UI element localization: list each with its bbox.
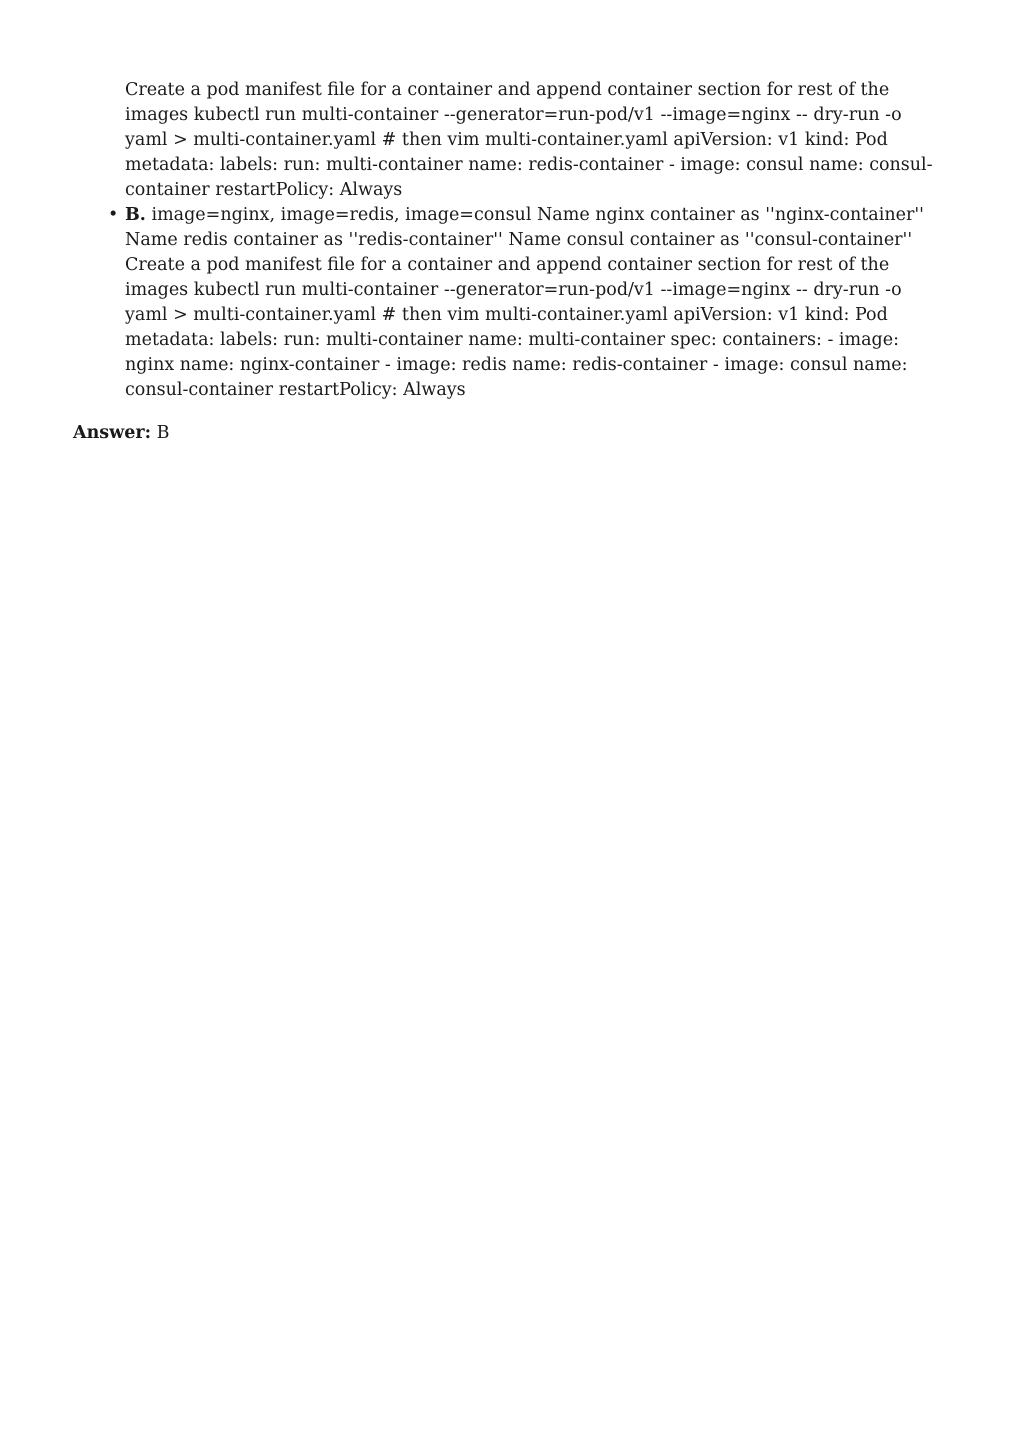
answer-label: Answer: bbox=[73, 423, 152, 443]
option-letter: B. bbox=[125, 205, 146, 225]
option-item-b bbox=[0, 203, 945, 403]
answer-value: B bbox=[156, 423, 170, 443]
bullet-icon: • bbox=[108, 205, 119, 225]
options-list bbox=[0, 203, 945, 403]
answer-line bbox=[73, 421, 170, 446]
option-a-continuation-text: Create a pod manifest file for a container and append container section for rest of the images kubectl run multi-container --generator=run-pod/v1 --image=nginx -- dry-run -o yaml > multi-container.yaml # then vim multi-container.yaml apiVersion: v1 kind: Pod metadata: labels: run: multi-container name: redis-container - image: consul name: consul-container restartPolicy: Always bbox=[125, 80, 933, 200]
option-text: image=nginx, image=redis, image=consul Name nginx container as ''nginx-container'' Name redis container as ''redis-container'' Name consul container as ''consul-container'' Create a pod manifest file for a container and append container section for rest of the images kubectl run multi-container --generator=run-pod/v1 --image=nginx -- dry-run -o yaml > multi-container.yaml # then vim multi-container.yaml apiVersion: v1 kind: Pod metadata: labels: run: multi-container name: multi-container spec: containers: - image: nginx name: nginx-container - image: redis name: redis-container - image: consul name: consul-container restartPolicy: Always bbox=[125, 205, 924, 400]
